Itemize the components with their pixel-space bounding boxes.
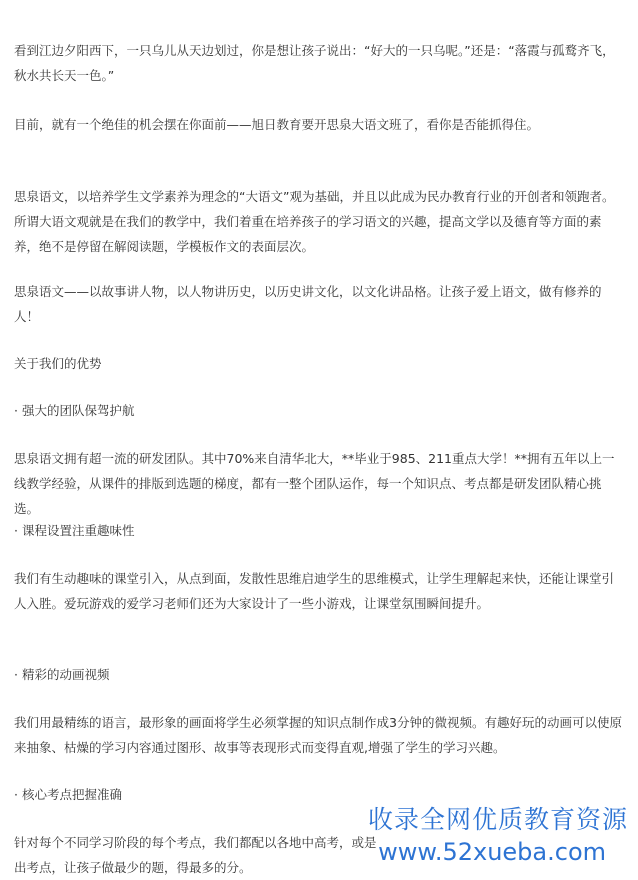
watermark-url: www.52xueba.com <box>378 838 606 866</box>
paragraph-siquan-motto: 思泉语文——以故事讲人物，以人物讲历史，以历史讲文化，以文化讲品格。让孩子爱上语文，做有修养的人！ <box>14 284 602 324</box>
advantage-heading-animation: · 精彩的动画视频 <box>14 667 110 682</box>
paragraph-opportunity: 目前，就有一个绝佳的机会摆在你面前——旭日教育要开思泉大语文班了，看你是否能抓得住。 <box>14 117 540 132</box>
paragraph-fun-course: 我们有生动趣味的课堂引入，从点到面，发散性思维启迪学生的思维模式，让学生理解起来快，还能让课堂引人入胜。爱玩游戏的爱学习老师们还为大家设计了一些小游戏，让课堂氛围瞬间提升。 <box>14 571 615 611</box>
advantage-heading-fun-course: · 课程设置注重趣味性 <box>14 523 135 538</box>
advantage-heading-key-points: · 核心考点把握准确 <box>14 787 122 802</box>
paragraph-team: 思泉语文拥有超一流的研发团队。其中70%来自清华北大，**毕业于985、211重点大学！**拥有五年以上一线教学经验，从课件的排版到选题的梯度，都有一整个团队运作，每一个知识点、考点都是研发团队精心挑选。 <box>14 451 615 516</box>
paragraph-animation: 我们用最精练的语言，最形象的画面将学生必须掌握的知识点制作成3分钟的微视频。有趣好玩的动画可以使原来抽象、枯燥的学习内容通过图形、故事等表现形式而变得直观,增强了学生的学习兴趣。 <box>14 715 622 755</box>
paragraph-intro-scene: 看到江边夕阳西下，一只乌儿从天边划过，你是想让孩子说出：“好大的一只乌呢。”还是：“落霞与孤鹜齐飞，秋水共长天一色。” <box>14 43 615 83</box>
paragraph-siquan-philosophy: 思泉语文，以培养学生文学素养为理念的“大语文”观为基础，并且以此成为民办教育行业的开创者和领跑者。所谓大语文观就是在我们的教学中，我们着重在培养孩子的学习语文的兴趣，提高文学以及德育等方面的素养，绝不是停留在解阅读题，学模板作文的表面层次。 <box>14 189 615 254</box>
section-heading-advantages: 关于我们的优势 <box>14 356 102 371</box>
advantage-heading-team: · 强大的团队保驾护航 <box>14 403 135 418</box>
watermark-slogan: 收录全网优质教育资源 <box>367 805 628 834</box>
paragraph-key-points-line2: 出考点，让孩子做最少的题，得最多的分。 <box>14 860 252 875</box>
paragraph-key-points-line1: 针对每个不同学习阶段的每个考点，我们都配以各地中高考，或是 <box>14 835 377 850</box>
